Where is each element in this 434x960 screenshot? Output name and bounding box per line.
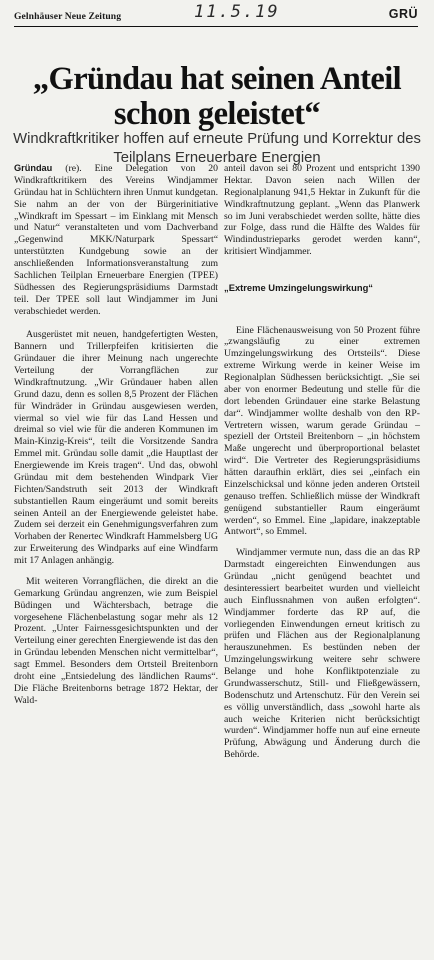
section-label: GRÜ xyxy=(388,7,418,21)
article-paragraph xyxy=(14,163,218,317)
article-column-right xyxy=(224,163,420,761)
dateline: Gründau xyxy=(14,163,53,173)
paragraph-text: (re). Eine Delegation von 20 Windkraftkritikern des Vereins Windjammer Gründau hat in Schlüchtern ihren Unmut kundgetan. Sie nahm an der von der Bürgerinitiative „Windkraft im Spessart – im Einklang mit Mensch und Natur“ veranstalteten und vom Dachverband „Gegenwind MKK/Naturpark Spessart“ unterstützten Kundgebung sowie an der anschließenden Informationsveranstaltung zum Sachlichen Teilplan Erneuerbare Energien (TPEE) Südhessen des Regierungspräsidiums Darmstadt teil. Der TPEE soll laut Windjammer im Juni verabschiedet werden. xyxy=(14,163,218,317)
headline: „Gründau hat seinen Anteil schon geleistet“ xyxy=(32,61,402,132)
article-paragraph: anteil davon sei 80 Prozent und entspricht 1390 Hektar. Davon seien nach Willen der Regionalplanung 941,5 Hektar in Zukunft für die Windkraftnutzung geplant. „Wenn das Planwerk so im Juni verabschiedet werden sollte, hätte dies zur Folge, dass rund die Hälfte des Waldes für Windindustrieparks gerodet werden kann“, kritisiert Windjammer. xyxy=(224,163,420,258)
article-paragraph: Mit weiteren Vorrangflächen, die direkt an die Gemarkung Gründau angrenzen, wie zum Beispiel Büdingen und Wächtersbach, betrage die vorgesehene Flächenbelastung sogar mehr als 12 Prozent. „Unter Fairnessgesichtspunkten und der Verteilung einer gerechten Energiewende ist das den in Gründau lebenden Menschen nicht vermittelbar“, sagt Emmel. Besonders dem Ortsteil Breitenborn droht eine „Entsiedelung des ländlichen Raums“. Die Fläche Breitenborns betrage 1872 Hektar, der Wald- xyxy=(14,575,218,706)
subheadline: Windkraftkritiker hoffen auf erneute Prüfung und Korrektur des Teilplans Erneuerbare Energien xyxy=(13,131,421,166)
masthead xyxy=(14,2,418,27)
article-column-left xyxy=(14,163,218,707)
article-paragraph: Ausgerüstet mit neuen, handgefertigten Westen, Bannern und Trillerpfeifen kritisierten die Gründauer die ihrer Meinung nach ungerechte Verteilung der Vorrangflächen zur Windkraftnutzung. „Wir Gründauer haben allen Grund dazu, denn es sollen 8,5 Prozent der Flächen für Windräder in Gründau ausgewiesen werden, viermal so viel wie für das Land Hessen und dreimal so viel wie für die anderen Kommunen im Main-Kinzig-Kreis“, teilt die Vorsitzende Sandra Emmel mit. Gründau solle damit „die Hauptlast der Energiewende im Kreis tragen“. Und das, obwohl Gründau mit dem bestehenden Windpark Vier Fichten/Sandstruth seit 2013 der Windkraft substantiellen Raum eingeräumt und somit bereits seinen Anteil an der Energiewende geleistet habe. Zudem sei derzeit ein Genehmigungsverfahren zum Vorhaben der Renertec Windkraft Hammelsberg UG zur Erweiterung des Windparks auf eine Windfarm mit 17 Anlagen anhängig. xyxy=(14,329,218,566)
article-paragraph: Eine Flächenausweisung von 50 Prozent führe „zwangsläufig zu einer extremen Umzingelungswirkung des Ortsteils“. Diese extreme Wirkung werde in keiner Weise im Regionalplan Südhessen berücksichtigt. „Sie sei aber von enormer Bedeutung und stelle für die dort lebenden Gründauer eine starke Belastung dar“. Windjammer wollte deshalb von den RP-Vertretern wissen, warum gerade Gründau – speziell der Ortsteil Breitenborn – „in höchstem Maße ungerecht und überproportional belastet wird“. Die Vertreter des Regierungspräsidiums hätten daraufhin erklärt, dies sei „einfach ein Einzelschicksal und könne jeden anderen Ortsteil genauso treffen. Schließlich müsse der Windkraft genügend substantieller Raum eingeräumt werden“, so Emmel. Eine „lapidare, inakzeptable Antwort“, so Emmel. xyxy=(224,324,420,538)
handwritten-date: 11.5.19 xyxy=(194,2,280,22)
newspaper-name: Gelnhäuser Neue Zeitung xyxy=(14,11,122,22)
article-paragraph: Windjammer vermute nun, dass die an das RP Darmstadt eingereichten Einwendungen aus Gründau „nicht genügend beachtet und desinteressiert bearbeitet wurden und vielleicht auch Einflussnahmen von außen erfolgten“. Windjammer forderte das RP auf, die vorliegenden Einwendungen erneut kritisch zu prüfen und Flächen aus der Regionalplanung herauszunehmen. Es bestünden neben der Umzingelungswirkung weitere sehr schwere Belange und hohe Konfliktpotenziale zu Grundwasserschutz, Still- und Fließgewässern, Bodenschutz und Artenschutz. Für den Verein sei es völlig unverständlich, dass „sowohl harte als auch weiche Kriterien nicht berücksichtigt wurden“. Windjammer hoffe nun auf eine erneute Prüfung, Abwägung und Änderung durch die Behörde. xyxy=(224,547,420,761)
interheading: „Extreme Umzingelungswirkung“ xyxy=(224,282,373,293)
